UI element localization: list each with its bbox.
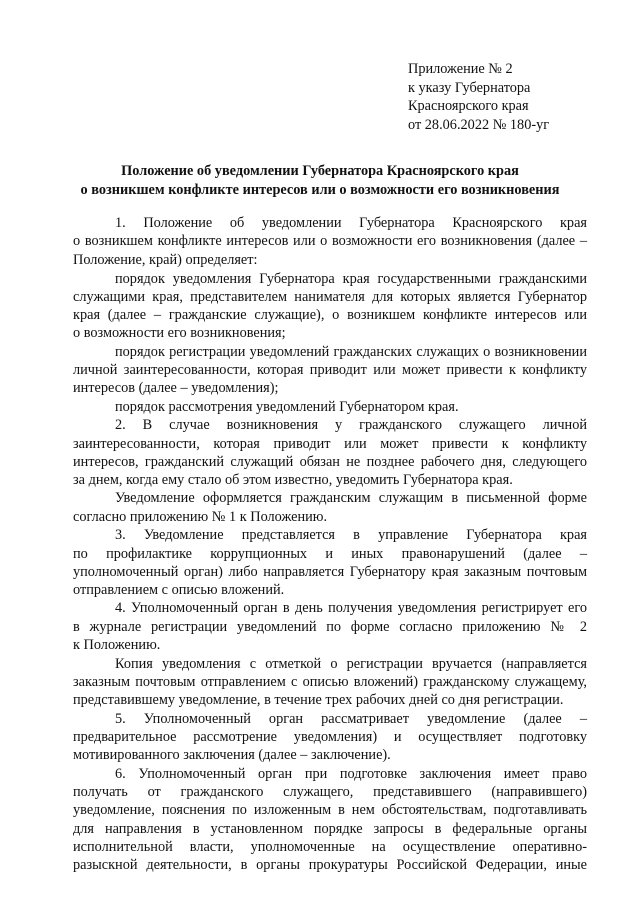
body-line: для направления в установленном порядке запросы в федеральные органы — [73, 821, 587, 837]
appendix-line: Приложение № 2 — [408, 61, 513, 77]
body-line: разыскной деятельности, в органы прокуратуры Российской Федерации, иные — [73, 857, 587, 873]
body-line: Уведомление оформляется гражданским служащим в письменной форме — [115, 490, 587, 506]
body-line: к Положению. — [73, 637, 161, 653]
body-line: 2. В случае возникновения у гражданского служащего личной — [115, 417, 587, 433]
body-line: служащими края, представителем нанимателя для которых является Губернатор — [73, 289, 587, 305]
body-line: получать от гражданского служащего, представившего (направившего) — [73, 784, 587, 800]
body-line: по профилактике коррупционных и иных правонарушений (далее – — [73, 546, 587, 562]
body-line: 4. Уполномоченный орган в день получения уведомления регистрирует его — [115, 600, 587, 616]
body-line: порядок уведомления Губернатора края государственными гражданскими — [115, 271, 587, 287]
body-line: уведомление, пояснения по изложенным в нем обстоятельствам, подготавливать — [73, 802, 587, 818]
body-line: 1. Положение об уведомлении Губернатора Красноярского края — [115, 215, 587, 231]
body-line: мотивированного заключения (далее – заключение). — [73, 747, 391, 763]
body-line: края (далее – гражданские служащие), о возникшем конфликте интересов или — [73, 307, 587, 323]
body-line: интересов, гражданский служащий обязан не позднее рабочего дня, следующего — [73, 454, 587, 470]
body-line: Положение, край) определяет: — [73, 252, 258, 268]
body-line: заказным почтовым отправлением с описью вложений) гражданскому служащему, — [73, 674, 587, 690]
body-line: порядок регистрации уведомлений гражданских служащих о возникновении — [115, 344, 587, 360]
body-line: согласно приложению № 1 к Положению. — [73, 509, 328, 525]
body-line: заинтересованности, которая приводит или может привести к конфликту — [73, 436, 587, 452]
appendix-line: от 28.06.2022 № 180-уг — [408, 116, 550, 133]
document-title-line: Положение об уведомлении Губернатора Красноярского края — [121, 163, 519, 179]
body-line: за днем, когда ему стало об этом известно, уведомить Губернатора края. — [73, 472, 513, 488]
document-title-line: о возникшем конфликте интересов или о возможности его возникновения — [80, 182, 560, 198]
body-line: личной заинтересованности, которая приводит или может привести к конфликту — [73, 362, 587, 378]
body-line: уполномоченный орган) либо направляется Губернатору края заказным почтовым — [73, 564, 587, 580]
body-line: порядок рассмотрения уведомлений Губернатором края. — [115, 399, 459, 415]
body-line: 6. Уполномоченный орган при подготовке заключения имеет право — [115, 766, 587, 782]
appendix-line: к указу Губернатора — [408, 79, 531, 96]
body-line: Копия уведомления с отметкой о регистрации вручается (направляется — [115, 656, 587, 672]
appendix-reference — [408, 60, 549, 134]
body-line: отправлением с описью вложений. — [73, 582, 285, 598]
body-line: в журнале регистрации уведомлений по форме согласно приложению № 2 — [73, 619, 587, 635]
body-line: исполнительной власти, уполномоченные на осуществление оперативно- — [73, 839, 587, 855]
body-line: 5. Уполномоченный орган рассматривает уведомление (далее – — [115, 711, 587, 727]
body-line: о возможности его возникновения; — [73, 325, 286, 341]
body-line: о возникшем конфликте интересов или о возможности его возникновения (далее – — [73, 233, 587, 249]
body-line: 3. Уведомление представляется в управление Губернатора края — [115, 527, 587, 543]
appendix-line: Красноярского края — [408, 98, 529, 114]
body-line: интересов (далее – уведомления); — [73, 380, 279, 396]
body-line: представившему уведомление, в течение трех рабочих дней со дня регистрации. — [73, 692, 564, 708]
body-line: предварительное рассмотрение уведомления) и осуществляет подготовку — [73, 729, 587, 745]
